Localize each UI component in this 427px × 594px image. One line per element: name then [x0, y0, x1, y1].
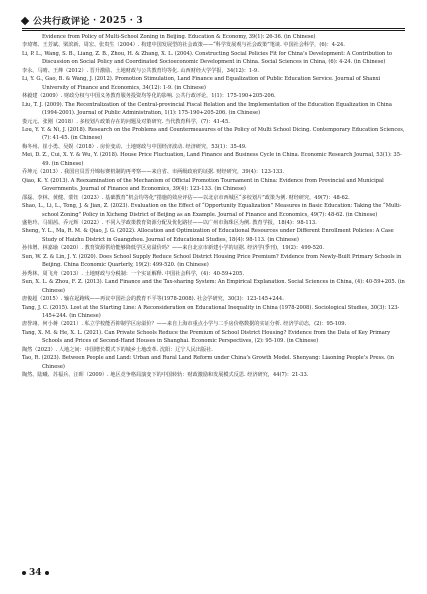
journal-year: 2025	[99, 15, 127, 26]
reference-entry: 唐俊超（2015）. 输在起跑线——再议中国社会的教育不平等(1978-2008). 社会学研究，30(3)：123-145+244.	[22, 296, 284, 303]
dot-icon	[22, 571, 26, 575]
running-header	[22, 14, 405, 27]
journal-name: 公共行政评论	[33, 17, 91, 27]
page-footer	[22, 568, 49, 578]
reference-entry: Mei, D. Z., Cui, X. Y. & Wu, Y. (2018). House Price Fluctuation, Land Finance and Business Cycle in China. Economic Research Journal, 53(1): 35-49. (in Chinese)	[22, 152, 402, 167]
reference-entry: 孙伟增、林嘉瑜（2020）. 教育资源供给能够降低学区房溢价吗？——来自北京市新建小学的证据. 经济学(季刊)，19(2)：499-520.	[22, 245, 325, 252]
reference-entry: 李琦骞、王芳斌、梁滨新、周宏、张贵生（2004）. 构建中国发展型的社会政策——“科学发展观与社会政策”笔谈. 中国社会科学，(6)：4-24.	[22, 42, 345, 49]
header-separator: ·	[129, 15, 134, 26]
reference-entry: Tao, R. (2023). Between People and Land: Urban and Rural Land Reform under China’s Growth Model. Shenyang: Liaoning People’s Press. (in Chinese)	[22, 355, 395, 370]
diamond-icon	[21, 16, 29, 24]
reference-entry: Liu, T. J. (2009). The Recentralization of the Central-provincial Fiscal Relation and the Implementation of the Education Equalization in China (1994-2001). Journal of Public Administration, 1(1): 175-190+205-206. (in Chinese)	[22, 101, 392, 117]
reference-entry: 李永、马晴、王烽（2012）. 晋升激励、土地财政与公共教育均等化. 山西财经大学学报，34(12)：1-9.	[22, 67, 259, 74]
reference-entry: 陶然（2023）. 人地之间：中国增长模式下的城乡土地改革. 沈阳：辽宁人民出版社.	[22, 346, 213, 353]
reference-entry: 唐誉翊、何小蒋（2021）. 私立学校能否抑制学区房溢价？——来自上海市重点小学与二手房价格数据的实证分析. 经济学动态，(2)：95-109.	[22, 321, 347, 328]
dot-icon	[45, 571, 49, 575]
reference-entry: Shao, L., Li, L., Tong, J. & Jian, Z. (2023). Evaluation on the Effect of “Opportunity Equalization” Measures in Basic Education: Taking the “Multi-school Zoning” Policy in Xicheng District of Beijing as an Example. Journal of Finance and Economics, 49(7): 48-62. (in Chinese)	[22, 203, 402, 218]
reference-entry: Sun, W. Z. & Lin, J. Y. (2020). Does School Supply Reduce School District Housing Price Premium? Evidence from Newly-Built Primary Schools in Beijing. China Economic Quarterly, 19(2): 499-520. (in Chinese)	[22, 253, 402, 269]
reference-entry: Lou, Y. Y. & Ni, J. (2018). Research on the Problems and Countermeasures of the Policy of Multi School Dicing. Contemporary Education Sciences, (7): 41-45. (in Chinese)	[22, 126, 405, 142]
reference-entry: Tang, J. C. (2015). Lost at the Starting Line: A Reconsideration on Educational Inequality in China (1978-2008). Sociological Studies, 30(3): 123-145+244. (in Chinese)	[22, 304, 400, 319]
reference-entry: Evidence from Policy of Multi-School Zoning in Beijing. Education & Economy, 39(1): 26-36. (in Chinese)	[42, 34, 316, 40]
reference-entry: 盛艳玲、马娟茜、乔元辉（2022）. 不同入学政策教育资源分配及优化路径——以广州市海珠区为例. 教育学报，18(4)：98-113.	[22, 219, 317, 226]
reference-list	[22, 33, 405, 380]
header-rule	[22, 28, 405, 29]
reference-entry: 乔坤元（2013）. 我国官员晋升锦标赛机制的再考察——来自省、市两级政府的证据. 财经研究，39(4)：123-133.	[22, 169, 285, 176]
reference-entry: 梅冬州、崔小勇、吴娱（2018）. 房价变动、土地财政与中国经济波动. 经济研究，53(1)：35-49.	[22, 143, 247, 150]
reference-entry: 陶然、陆曦、苏福兵、汪晖（2009）. 地区竞争格局演变下的中国转轨：财政激励和发展模式反思. 经济研究，44(7)：21-33.	[22, 372, 309, 379]
reference-entry: Tang, X. M. & He, X. L. (2021). Can Private Schools Reduce the Premium of School District Housing? Evidence from the Data of Key Primary Schools and Prices of Second-Hand Houses in Shanghai. Economic Perspectives, (2): 95-109. (in Chinese)	[22, 329, 391, 345]
reference-entry: Li, Y. G., Gao, B. & Wang, J. (2012). Promotion Stimulation, Land Finance and Equalization of Public Education Service. Journal of Shanxi University of Finance and Economics, 34(12): 1-9. (in Chinese)	[22, 76, 381, 91]
journal-issue: 3	[136, 15, 144, 26]
page-number: 34	[29, 568, 42, 578]
reference-entry: Sun, X. L. & Zhou, F. Z. (2013). Land Finance and the Tax-sharing System: An Empirical Explanation. Social Sciences in China, (4): 40-59+205. (in Chinese)	[22, 279, 405, 294]
reference-entry: Qiao, K. Y. (2013). A Reexamination of the Mechanism of Official Promotion Tournament in China: Evidence from Provincial and Municipal Governments. Journal of Finance and Economics, 39(4): 123-133. (in Chinese)	[22, 177, 384, 193]
reference-entry: 娄元元、张刚（2018）. 多校划片政策存在的问题及对策研究. 当代教育科学，(7)：41-45.	[22, 118, 230, 125]
reference-entry: 孙秀林、周飞舟（2013）. 土地财政与分税制：一个实证解释. 中国社会科学，(4)：40-59+205.	[22, 270, 244, 277]
reference-entry: Sheng, Y. L., Ma, R. M. & Qiao, J. G. (2022). Allocation and Optimization of Educational Resources under Different Enrollment Policies: A Case Study of Haizhu District in Guangzhou. Journal of Educational Studies, 18(4): 98-113. (in Chinese)	[22, 228, 394, 243]
reference-entry: 林毅建（2009）. 财政分权与中国义务教育服务投资均等化的影响. 公共行政评论，1(1)：175-190+205-206.	[22, 93, 276, 100]
reference-entry: Li, P. L., Wang, S. B., Liang, Z. B., Zhou, H. & Zhang, X. L. (2004). Constructing Social Policies Fit for China’s Development: A Contribution to Discussion on Social Policy and Coordinated Socioeconomic Development in China. Social Sciences in China, (6): 4-24. (in Chinese)	[22, 50, 393, 66]
reference-entry: 邵磊、李林、黄健、蒙钰（2023）. 基础教育“机会均等化”措施的效应评估——以北京市西城区“多校划片”政策为例. 财经研究，49(7)：48-62.	[22, 194, 350, 201]
header-separator: ·	[93, 15, 97, 26]
header-rule-thin	[22, 30, 405, 31]
